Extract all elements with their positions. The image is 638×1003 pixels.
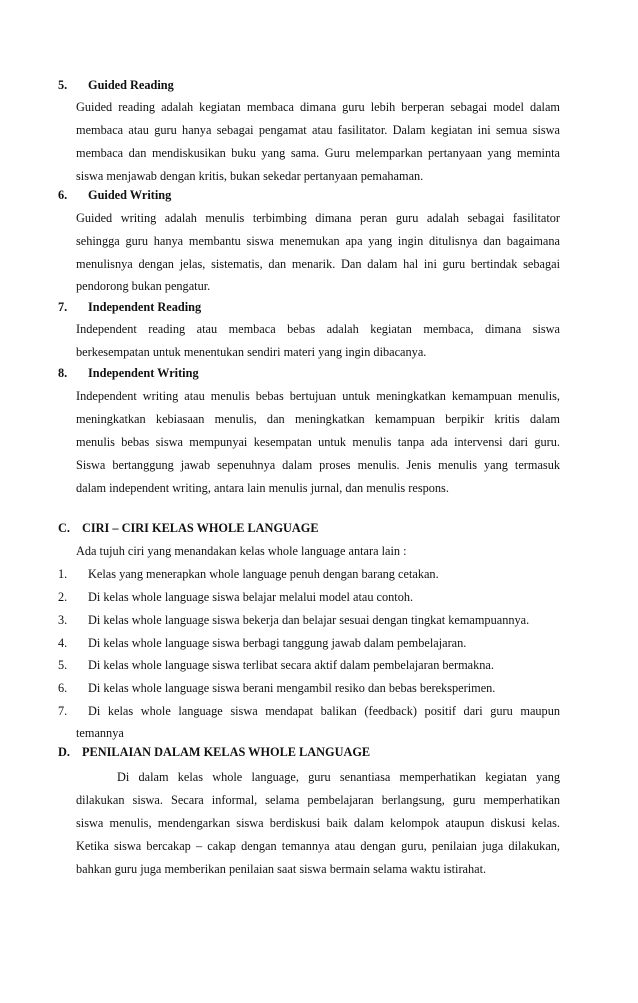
paragraph-line: Independent writing atau menulis bebas bertujuan untuk meningkatkan kemampuan menulis, — [76, 389, 560, 403]
section-letter: C. — [58, 521, 70, 535]
list-item-number: 4. — [58, 636, 68, 650]
paragraph-line: sehingga guru hanya membantu siswa menemukan apa yang ingin ditulisnya dan bagaimana — [76, 234, 560, 248]
paragraph-line: dalam independent writing, antara lain menulis jurnal, dan menulis respons. — [76, 481, 449, 495]
paragraph-line: Siswa bertanggung jawab sepenuhnya dalam proses menulis. Jenis menulis yang termasuk — [76, 458, 560, 472]
paragraph-line: menulis bebas siswa mempunyai kesempatan untuk menulis tanpa ada intervensi dari guru. — [76, 435, 560, 449]
paragraph-line: Guided writing adalah menulis terbimbing dimana peran guru adalah sebagai fasilitator — [76, 211, 560, 225]
paragraph-line: Independent reading atau membaca bebas adalah kegiatan membaca, dimana siswa — [76, 322, 560, 336]
paragraph-line: siswa menjawab dengan kritis, bukan sekedar pertanyaan pemahaman. — [76, 169, 424, 183]
list-item-number: 1. — [58, 567, 68, 581]
list-item: Di kelas whole language siswa berani mengambil resiko dan bebas bereksperimen. — [88, 681, 496, 695]
paragraph-line: dilakukan siswa. Secara informal, selama pembelajaran berlangsung, guru memperhatikan — [76, 793, 560, 807]
paragraph-line: menulisnya dengan jelas, sistematis, dan menarik. Dan dalam hal ini guru bertindak sebagai — [76, 257, 560, 271]
section-title: Guided Reading — [88, 78, 174, 92]
section-letter: D. — [58, 745, 70, 759]
list-item: Di kelas whole language siswa terlibat secara aktif dalam pembelajaran bermakna. — [88, 658, 494, 672]
list-item: Di kelas whole language siswa bekerja dan belajar sesuai dengan tingkat kemampuannya. — [88, 613, 530, 627]
section-number: 5. — [58, 78, 68, 92]
list-item: Di kelas whole language siswa belajar melalui model atau contoh. — [88, 590, 414, 604]
section-heading: CIRI – CIRI KELAS WHOLE LANGUAGE — [82, 521, 319, 535]
section-intro: Ada tujuh ciri yang menandakan kelas whole language antara lain : — [76, 544, 407, 558]
paragraph-line: Guided reading adalah kegiatan membaca dimana guru lebih berperan sebagai model dalam — [76, 100, 560, 114]
paragraph-line: pendorong bukan pengatur. — [76, 279, 211, 293]
paragraph-line: bahkan guru juga memberikan penilaian saat siswa bermain selama waktu istirahat. — [76, 862, 487, 876]
list-item: Di kelas whole language siswa berbagi tanggung jawab dalam pembelajaran. — [88, 636, 467, 650]
list-item-continuation: temannya — [76, 726, 124, 740]
list-item-number: 3. — [58, 613, 68, 627]
section-number: 7. — [58, 300, 68, 314]
paragraph-line: siswa menulis, mendengarkan siswa berdiskusi baik dalam kelompok ataupun diskusi kelas. — [76, 816, 560, 830]
paragraph-line: berkesempatan untuk menentukan sendiri materi yang ingin dibacanya. — [76, 345, 427, 359]
section-number: 6. — [58, 188, 68, 202]
list-item: Di kelas whole language siswa mendapat balikan (feedback) positif dari guru maupun — [88, 704, 560, 718]
paragraph-line: Di dalam kelas whole language, guru senantiasa memperhatikan kegiatan yang — [117, 770, 560, 784]
section-heading: PENILAIAN DALAM KELAS WHOLE LANGUAGE — [82, 745, 371, 759]
section-title: Guided Writing — [88, 188, 172, 202]
paragraph-line: membaca atau guru hanya sebagai pengamat atau fasilitator. Dalam kegiatan ini semua siswa — [76, 123, 560, 137]
section-title: Independent Reading — [88, 300, 202, 314]
list-item-number: 6. — [58, 681, 68, 695]
list-item-number: 7. — [58, 704, 68, 718]
paragraph-line: membaca dan mendiskusikan buku yang sama. Guru melemparkan pertanyaan yang meminta — [76, 146, 560, 160]
paragraph-line: meningkatkan kebiasaan menulis, dan meningkatkan kemampuan berpikir kritis dalam — [76, 412, 560, 426]
section-number: 8. — [58, 366, 68, 380]
section-title: Independent Writing — [88, 366, 199, 380]
list-item-number: 2. — [58, 590, 68, 604]
list-item: Kelas yang menerapkan whole language penuh dengan barang cetakan. — [88, 567, 439, 581]
paragraph-line: Ketika siswa bercakap – cakap dengan temannya atau dengan guru, penilaian juga dilakukan, — [76, 839, 560, 853]
list-item-number: 5. — [58, 658, 68, 672]
